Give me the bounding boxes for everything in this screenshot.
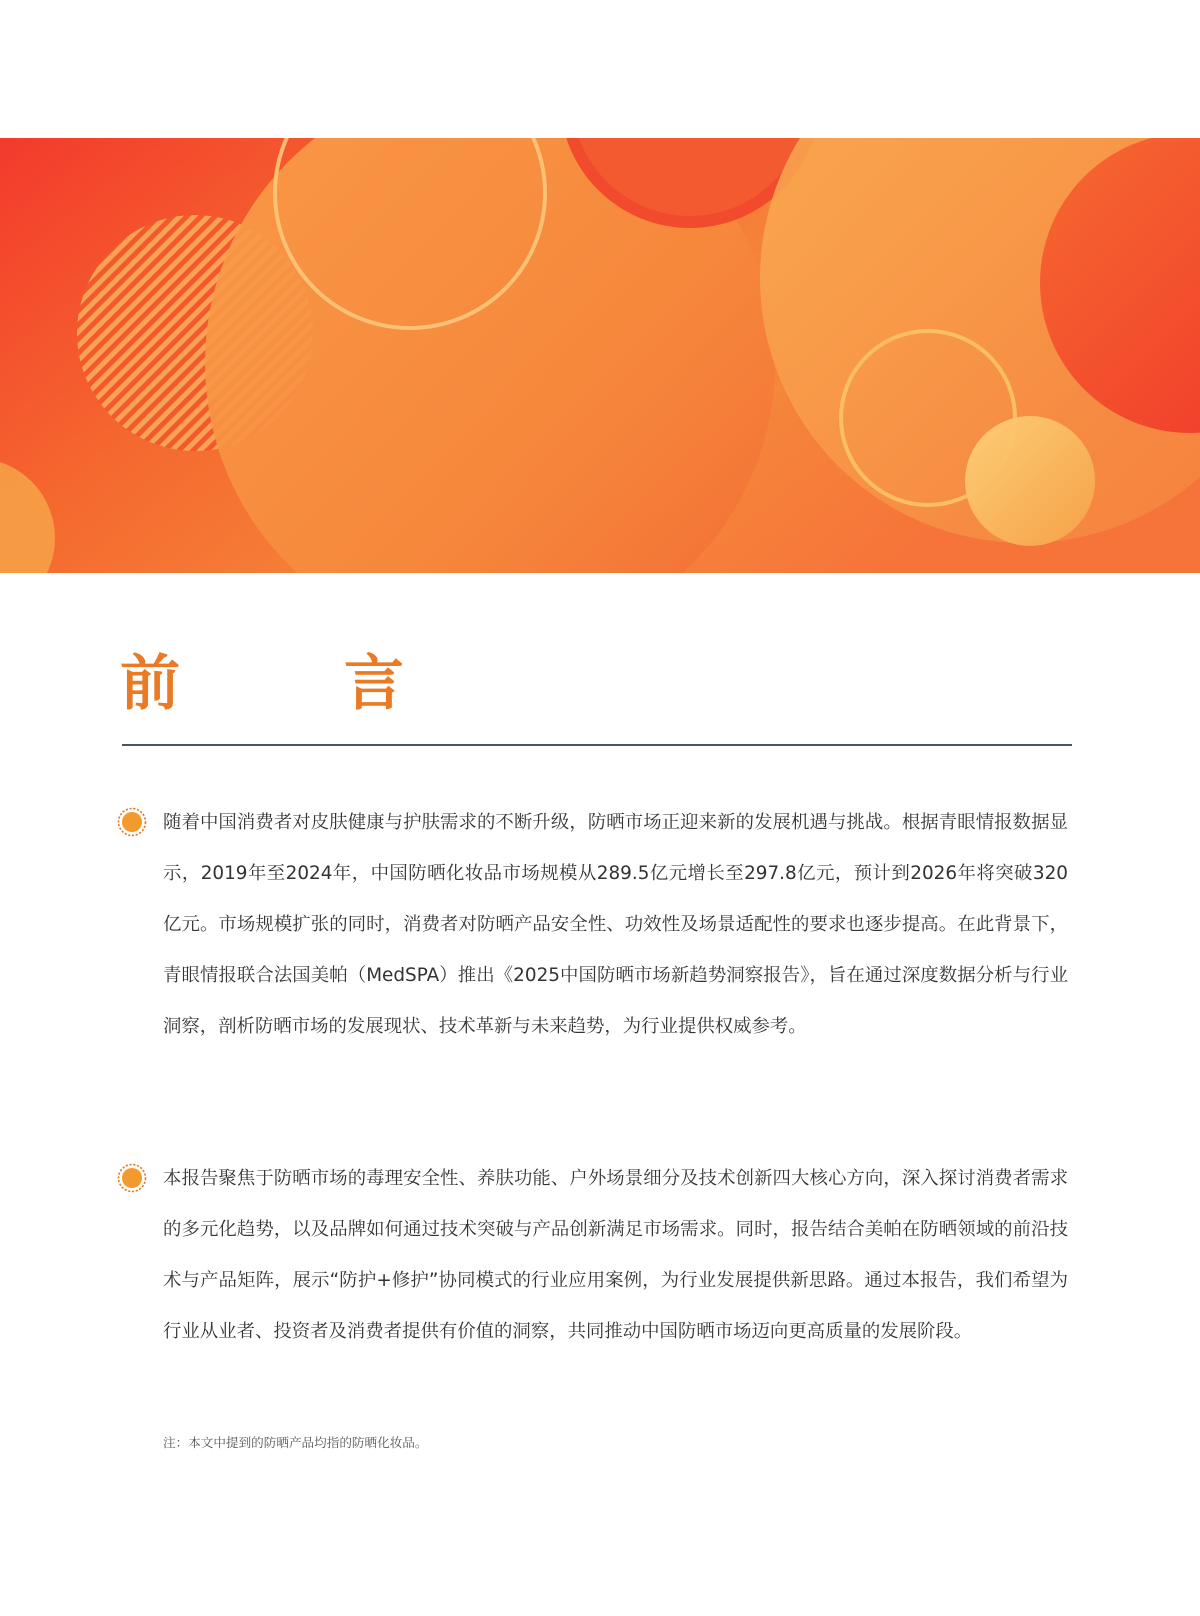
title-divider bbox=[122, 744, 1072, 746]
sun-bullet-icon bbox=[117, 807, 147, 837]
header-banner bbox=[0, 138, 1200, 573]
preface-paragraph-1: 随着中国消费者对皮肤健康与护肤需求的不断升级，防晒市场正迎来新的发展机遇与挑战。根据青眼情报数据显示，2019年至2024年，中国防晒化妆品市场规模从289.5亿元增长至297.8亿元，预计到2026年将突破320亿元。市场规模扩张的同时，消费者对防晒产品安全性、功效性及场景适配性的要求也逐步提高。在此背景下，青眼情报联合法国美帕（MedSPA）推出《2025中国防晒市场新趋势洞察报告》，旨在通过深度数据分析与行业洞察，剖析防晒市场的发展现状、技术革新与未来趋势，为行业提供权威参考。 bbox=[163, 812, 1068, 1037]
abstract-circles-banner bbox=[0, 138, 1200, 573]
footnote: 注：本文中提到的防晒产品均指的防晒化妆品。 bbox=[163, 1435, 428, 1450]
preface-paragraph-2: 本报告聚焦于防晒市场的毒理安全性、养肤功能、户外场景细分及技术创新四大核心方向，深入探讨消费者需求的多元化趋势，以及品牌如何通过技术突破与产品创新满足市场需求。同时，报告结合美帕在防晒领域的前沿技术与产品矩阵，展示“防护+修护”协同模式的行业应用案例，为行业发展提供新思路。通过本报告，我们希望为行业从业者、投资者及消费者提供有价值的洞察，共同推动中国防晒市场迈向更高质量的发展阶段。 bbox=[163, 1168, 1068, 1342]
page-title: 前 言 bbox=[120, 649, 456, 719]
sun-bullet-icon bbox=[117, 1163, 147, 1193]
